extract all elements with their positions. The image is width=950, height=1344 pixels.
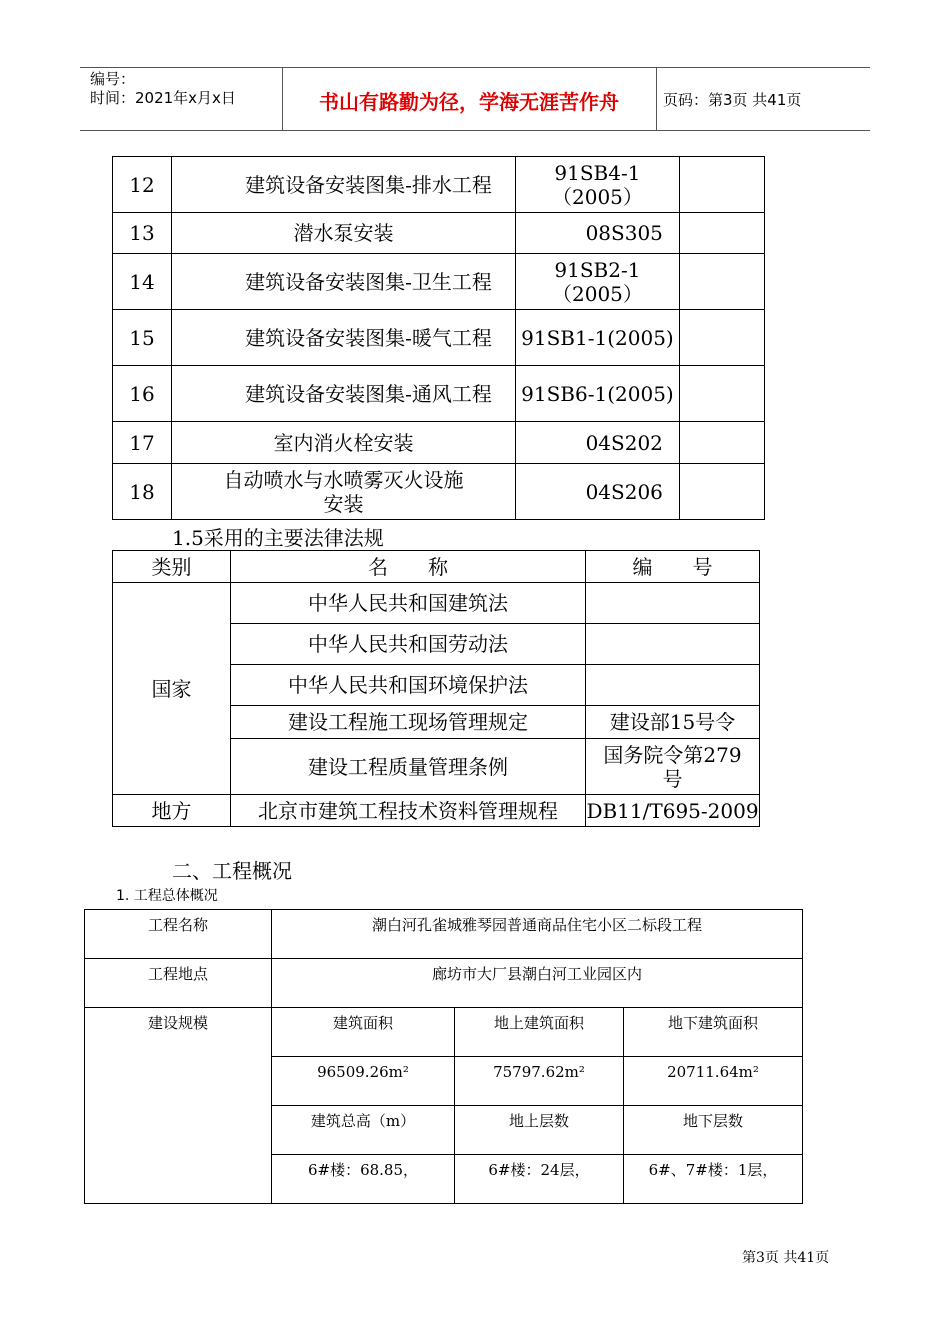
table-row [113,157,765,213]
standard-name: 建筑设备安装图集-排水工程 [172,157,516,213]
location-value: 廊坊市大厂县潮白河工业园区内 [272,959,803,1008]
table-row [85,959,803,1008]
laws-section-title: 1.5采用的主要法律法规 [172,526,384,550]
standard-code: 91SB6-1(2005) [516,366,680,422]
category-local: 地方 [113,795,231,827]
standard-code: 91SB2-1（2005） [516,254,680,310]
table-row [85,910,803,959]
header-meta [90,70,236,108]
law-number: 建设部15号令 [586,706,760,739]
standard-note [679,422,764,464]
standard-name: 潜水泵安装 [172,213,516,254]
height-value: 6#楼：24层， [455,1155,624,1204]
standard-code: 91SB4-1（2005） [516,157,680,213]
area-value: 20711.64m² [624,1057,803,1106]
law-name: 中华人民共和国环境保护法 [231,665,586,706]
law-name: 建设工程施工现场管理规定 [231,706,586,739]
law-number: DB11/T695-2009 [586,795,760,827]
standard-code: 04S206 [516,464,680,520]
project-name-label: 工程名称 [85,910,272,959]
row-number: 17 [113,422,172,464]
row-number: 16 [113,366,172,422]
standard-name: 建筑设备安装图集-暖气工程 [172,310,516,366]
header-divider [656,68,657,130]
standard-note [679,464,764,520]
standard-code: 91SB1-1(2005) [516,310,680,366]
height-value: 6#楼：68.85， [272,1155,455,1204]
row-number: 12 [113,157,172,213]
header-name: 名 称 [231,551,586,583]
table-row [113,795,760,827]
standard-note [679,310,764,366]
project-name-value: 潮白河孔雀城雅琴园普通商品住宅小区二标段工程 [272,910,803,959]
overview-section-title: 1. 工程总体概况 [116,888,218,904]
area-header: 地下建筑面积 [624,1008,803,1057]
table-row [113,422,765,464]
law-number: 国务院令第279号 [586,739,760,795]
height-header: 建筑总高（m） [272,1106,455,1155]
law-number [586,583,760,624]
row-number: 15 [113,310,172,366]
overview-table [84,909,803,1204]
standard-note [679,254,764,310]
row-number: 14 [113,254,172,310]
laws-table [112,550,760,827]
table-row [113,583,760,624]
table-row [113,310,765,366]
header-code: 编号： [90,70,136,88]
standard-note [679,213,764,254]
page-header [80,67,870,131]
table-row [113,254,765,310]
law-name: 北京市建筑工程技术资料管理规程 [231,795,586,827]
area-header: 建筑面积 [272,1008,455,1057]
law-name: 中华人民共和国建筑法 [231,583,586,624]
category-national: 国家 [113,583,231,795]
standard-name: 自动喷水与水喷雾灭火设施安装 [172,464,516,520]
header-motto: 书山有路勤为径，学海无涯苦作舟 [319,90,619,114]
standard-note [679,366,764,422]
standard-name: 建筑设备安装图集-卫生工程 [172,254,516,310]
footer-page-number: 第3页 共41页 [742,1250,830,1266]
height-header: 地上层数 [455,1106,624,1155]
table-row [113,366,765,422]
header-time: 时间：2021年x月x日 [90,89,236,107]
standard-code: 04S202 [516,422,680,464]
table-row [113,213,765,254]
standard-note [679,157,764,213]
table-row [85,1008,803,1057]
row-number: 18 [113,464,172,520]
table-header-row [113,551,760,583]
height-header: 地下层数 [624,1106,803,1155]
law-name: 建设工程质量管理条例 [231,739,586,795]
header-number: 编 号 [586,551,760,583]
law-number [586,624,760,665]
law-name: 中华人民共和国劳动法 [231,624,586,665]
area-value: 75797.62m² [455,1057,624,1106]
area-value: 96509.26m² [272,1057,455,1106]
location-label: 工程地点 [85,959,272,1008]
standard-name: 室内消火栓安装 [172,422,516,464]
standards-table [112,156,765,520]
header-category: 类别 [113,551,231,583]
row-number: 13 [113,213,172,254]
scale-label: 建设规模 [85,1008,272,1204]
standard-name: 建筑设备安装图集-通风工程 [172,366,516,422]
area-header: 地上建筑面积 [455,1008,624,1057]
table-row [113,464,765,520]
chapter-title: 二、工程概况 [172,859,292,883]
height-value: 6#、7#楼：1层， [624,1155,803,1204]
law-number [586,665,760,706]
standard-code: 08S305 [516,213,680,254]
header-page-number: 页码：第3页 共41页 [663,91,802,109]
